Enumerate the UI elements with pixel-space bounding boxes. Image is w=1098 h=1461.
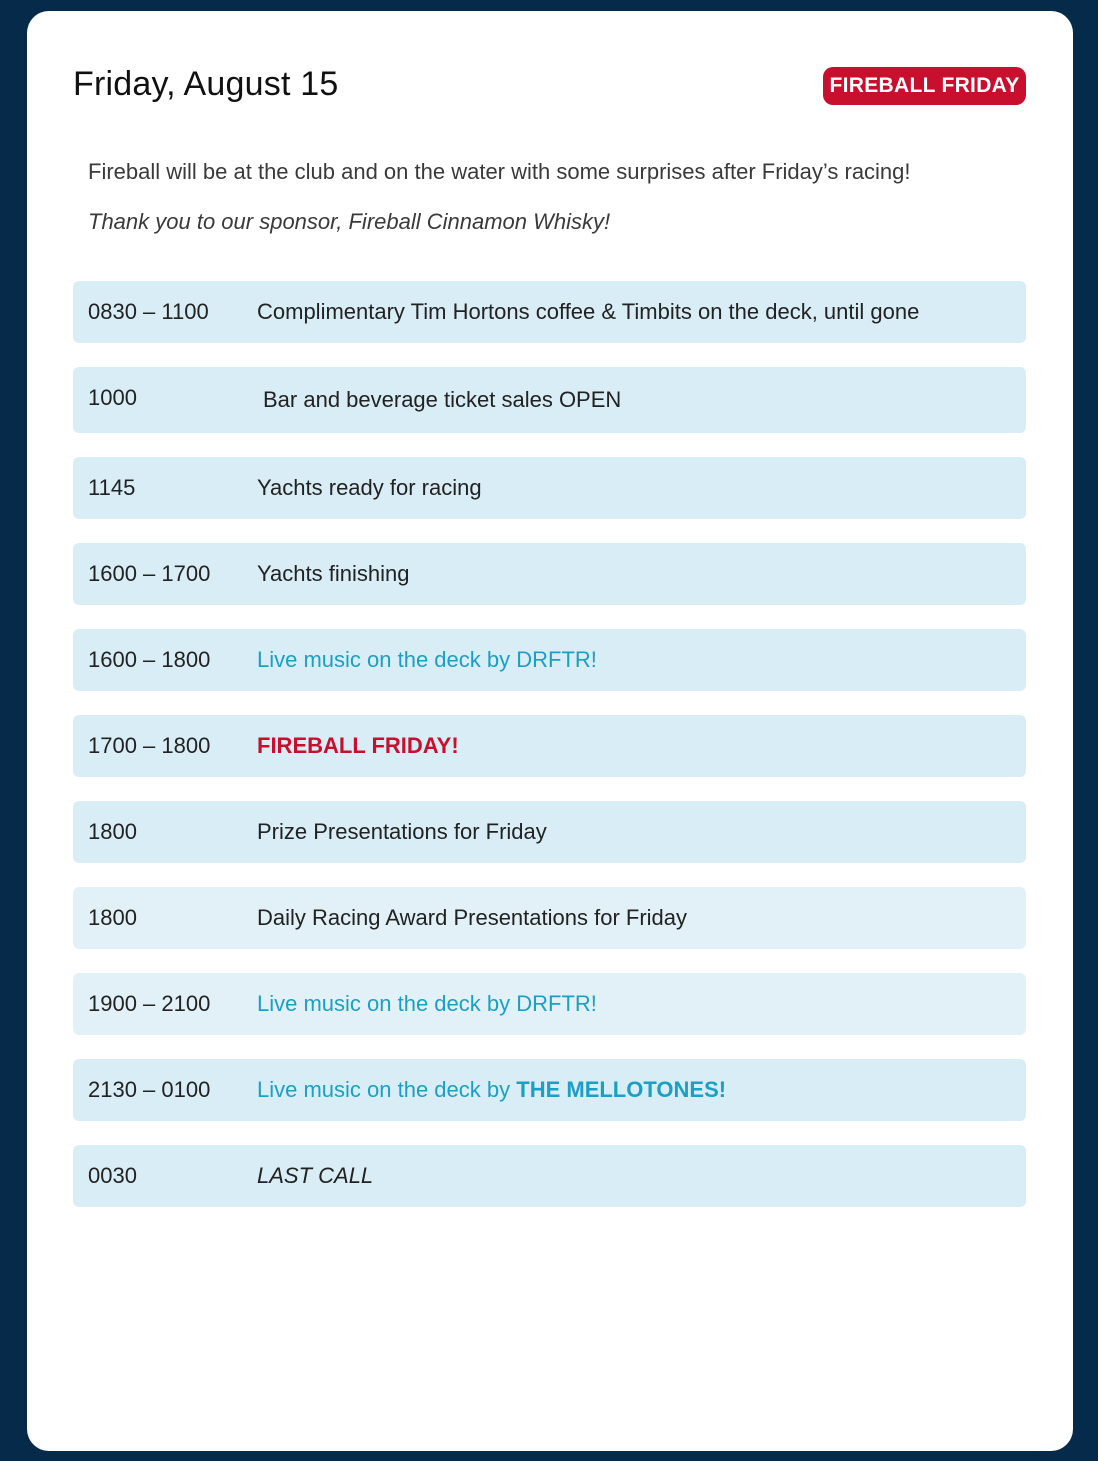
event-time: 0030	[88, 1163, 137, 1188]
event-time: 1700 – 1800	[88, 733, 211, 758]
event-time: 1800	[88, 905, 137, 930]
event-time: 1600 – 1800	[88, 647, 211, 672]
event-description-prefix: Live music on the deck by	[257, 1077, 517, 1102]
event-description: Daily Racing Award Presentations for Friday	[257, 905, 688, 930]
event-time: 1900 – 2100	[88, 991, 211, 1016]
event-description: Yachts finishing	[257, 561, 410, 586]
event-time: 2130 – 0100	[88, 1077, 211, 1102]
schedule-row	[73, 887, 1026, 949]
event-description: Bar and beverage ticket sales OPEN	[263, 387, 622, 412]
schedule-row	[73, 543, 1026, 605]
schedule-list	[73, 281, 1026, 1231]
event-description-music	[257, 1059, 726, 1121]
event-description-last-call: LAST CALL	[257, 1163, 374, 1188]
schedule-row	[73, 1059, 1026, 1121]
sponsor-text: Thank you to our sponsor, Fireball Cinnamon Whisky!	[88, 209, 611, 234]
event-time: 0830 – 1100	[88, 299, 209, 324]
event-description-music: Live music on the deck by DRFTR!	[257, 991, 597, 1016]
intro-text: Fireball will be at the club and on the water with some surprises after Friday’s racing!	[88, 159, 911, 184]
event-description: Complimentary Tim Hortons coffee & Timbits on the deck, until gone	[257, 299, 920, 324]
schedule-row	[73, 973, 1026, 1035]
schedule-row	[73, 715, 1026, 777]
schedule-card	[27, 11, 1073, 1451]
event-time: 1000	[88, 385, 137, 410]
fireball-friday-badge: FIREBALL FRIDAY	[823, 67, 1026, 105]
event-description-band: THE MELLOTONES!	[516, 1077, 727, 1102]
schedule-row	[73, 801, 1026, 863]
page-title: Friday, August 15	[73, 65, 339, 103]
schedule-row	[73, 457, 1026, 519]
event-description-fireball: FIREBALL FRIDAY!	[257, 733, 459, 758]
event-description: Yachts ready for racing	[257, 475, 482, 500]
schedule-row	[73, 367, 1026, 433]
event-time: 1600 – 1700	[88, 561, 211, 586]
event-description-music: Live music on the deck by DRFTR!	[257, 647, 597, 672]
event-time: 1145	[88, 475, 136, 500]
schedule-row	[73, 281, 1026, 343]
event-time: 1800	[88, 819, 137, 844]
schedule-row	[73, 1145, 1026, 1207]
schedule-row	[73, 629, 1026, 691]
event-description: Prize Presentations for Friday	[257, 819, 547, 844]
